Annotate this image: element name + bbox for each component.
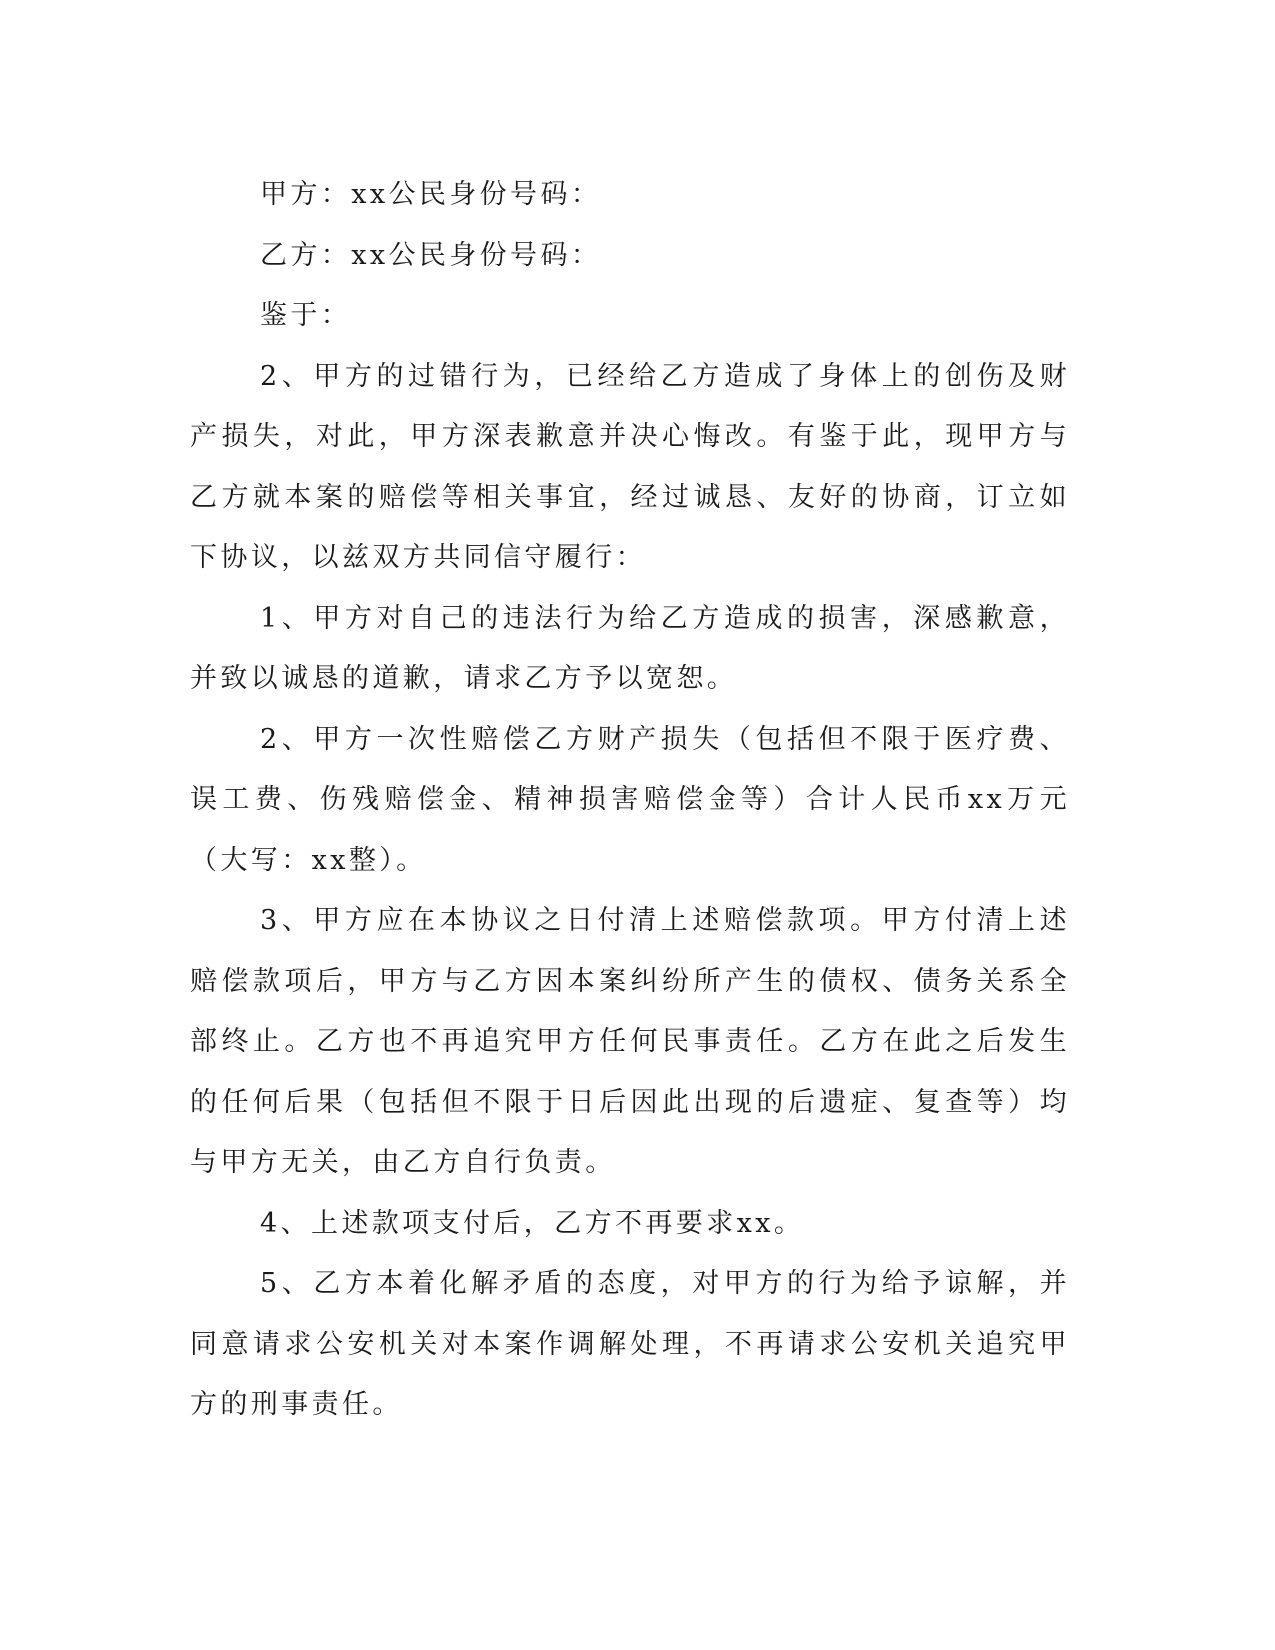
clause-1: 1、甲方对自己的违法行为给乙方造成的损害，深感歉意，并致以诚恳的道歉，请求乙方予以宽恕。 [190, 602, 1070, 694]
document-body [190, 165, 1070, 1436]
clause-5: 5、乙方本着化解矛盾的态度，对甲方的行为给予谅解，并同意请求公安机关对本案作调解处理，不再请求公安机关追究甲方的刑事责任。 [190, 1268, 1070, 1420]
party-b-line: 乙方：xx公民身份号码： [260, 239, 602, 271]
clause-3: 3、甲方应在本协议之日付清上述赔偿款项。甲方付清上述赔偿款项后，甲方与乙方因本案纠纷所产生的债权、债务关系全部终止。乙方也不再追究甲方任何民事责任。乙方在此之后发生的任何后果（包括但不限于日后因此出现的后遗症、复查等）均与甲方无关，由乙方自行负责。 [190, 905, 1070, 1178]
whereas-heading: 鉴于： [260, 300, 352, 331]
party-a-line: 甲方：xx公民身份号码： [260, 179, 602, 210]
clause-2: 2、甲方一次性赔偿乙方财产损失（包括但不限于医疗费、误工费、伤残赔偿金、精神损害赔偿金等）合计人民币xx万元（大写：xx整）。 [190, 723, 1070, 876]
recital-paragraph: 2、甲方的过错行为，已经给乙方造成了身体上的创伤及财产损失，对此，甲方深表歉意并决心悔改。有鉴于此，现甲方与乙方就本案的赔偿等相关事宜，经过诚恳、友好的协商，订立如下协议，以兹双方共同信守履行： [190, 360, 1070, 573]
clause-4: 4、上述款项支付后，乙方不再要求xx。 [260, 1207, 805, 1239]
